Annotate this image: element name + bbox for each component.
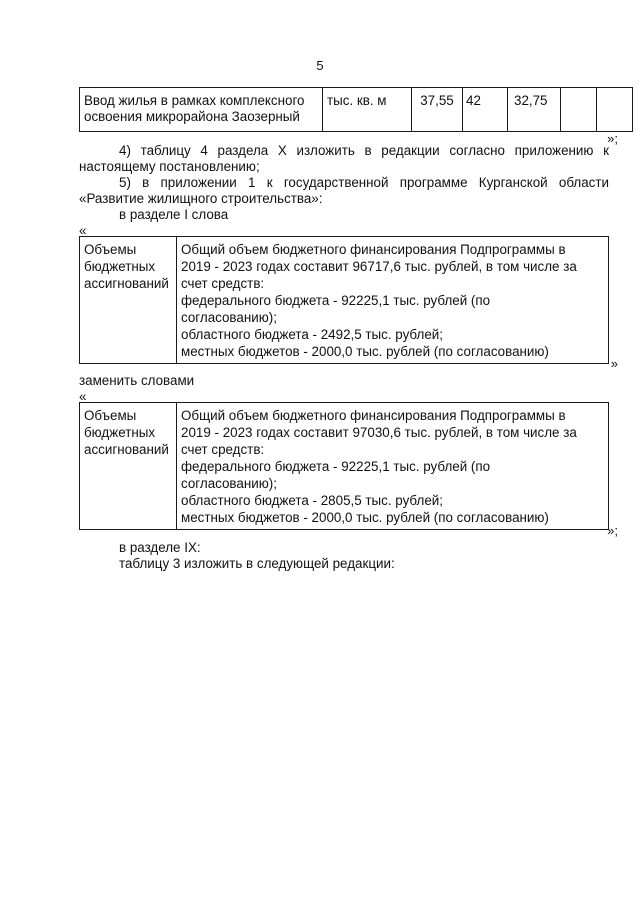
- table-row: [80, 403, 609, 530]
- item-5-paragraph: 5) в приложении 1 к государственной программе Курганской области «Развитие жилищного строительства»:: [79, 175, 609, 206]
- funding-line: областного бюджета - 2805,5 тыс. рублей;: [181, 493, 443, 508]
- funding-line: федерального бюджета - 92225,1 тыс. рублей (по: [181, 293, 491, 308]
- value-cell-4: [561, 88, 597, 132]
- funding-line: счет средств:: [181, 442, 265, 457]
- page-number: 5: [316, 58, 324, 73]
- closing-quote-mark: »;: [607, 523, 618, 538]
- closing-quote-mark: »: [610, 356, 618, 371]
- closing-quote-mark: »;: [607, 131, 618, 146]
- funding-line: 2019 - 2023 годах составит 97030,6 тыс. рублей, в том числе за: [181, 425, 577, 440]
- funding-line: областного бюджета - 2492,5 тыс. рублей;: [181, 327, 443, 342]
- section-9-heading: в разделе IX:: [119, 540, 201, 555]
- funding-label-cell: Объемы бюджетных ассигнований: [80, 403, 177, 530]
- funding-line: Общий объем бюджетного финансирования Подпрограммы в: [181, 408, 566, 423]
- funding-label-cell: Объемы бюджетных ассигнований: [80, 237, 177, 364]
- funding-text-cell: [177, 403, 609, 530]
- funding-line: Общий объем бюджетного финансирования Подпрограммы в: [181, 242, 566, 257]
- replace-words: заменить словами: [79, 373, 195, 388]
- value-cell-2: 42: [463, 88, 508, 132]
- table-row: [80, 237, 609, 364]
- value-cell-5: [597, 88, 633, 132]
- new-funding-table: [79, 402, 609, 530]
- old-funding-table: [79, 236, 609, 364]
- value-cell-3: 32,75: [508, 88, 561, 132]
- value-cell-1: 37,55: [412, 88, 463, 132]
- funding-line: местных бюджетов - 2000,0 тыс. рублей (по согласованию): [181, 344, 549, 359]
- funding-line: согласованию);: [181, 310, 277, 325]
- indicator-name-cell: Ввод жилья в рамках комплексного освоения микрорайона Заозерный: [80, 88, 323, 132]
- funding-line: 2019 - 2023 годах составит 96717,6 тыс. рублей, в том числе за: [181, 259, 577, 274]
- funding-line: счет средств:: [181, 276, 265, 291]
- funding-text-cell: [177, 237, 609, 364]
- funding-line: федерального бюджета - 92225,1 тыс. рублей (по: [181, 459, 491, 474]
- unit-cell: тыс. кв. м: [323, 88, 412, 132]
- indicator-table: [79, 87, 633, 132]
- opening-quote-mark: «: [79, 389, 87, 404]
- section-1-words: в разделе I слова: [119, 207, 229, 222]
- item-4-paragraph: 4) таблицу 4 раздела X изложить в редакции согласно приложению к настоящему постановлению;: [79, 143, 609, 174]
- opening-quote-mark: «: [79, 223, 87, 238]
- table-3-instruction: таблицу 3 изложить в следующей редакции:: [119, 556, 395, 571]
- funding-line: согласованию);: [181, 476, 277, 491]
- table-row: [80, 88, 633, 132]
- funding-line: местных бюджетов - 2000,0 тыс. рублей (по согласованию): [181, 510, 549, 525]
